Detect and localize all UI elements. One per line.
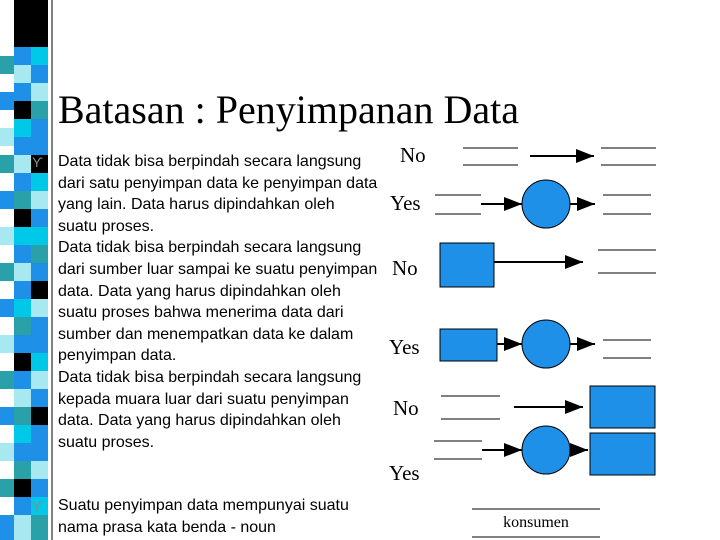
- process-circle-row4: [522, 320, 570, 368]
- label-yes-3: Yes: [389, 461, 420, 485]
- label-yes-1: Yes: [390, 191, 421, 215]
- process-circle-row2: [522, 180, 570, 228]
- bullet-paragraph: Data tidak bisa berpindah secara langsung kepada muara luar dari suatu penyimpan data. Data yang harus dipindahkan oleh suatu proses.: [58, 368, 362, 451]
- label-no-2: No: [392, 256, 418, 280]
- external-entity-row6: [590, 433, 655, 475]
- label-no-1: No: [400, 143, 426, 167]
- label-no-3: No: [393, 396, 419, 420]
- data-store-target-row3: [598, 250, 656, 273]
- data-store-source-row2: [435, 195, 481, 214]
- bullet-paragraph: Suatu penyimpan data mempunyai suatu nama prasa kata benda - noun: [58, 497, 349, 536]
- bullet-marker-icon: ϒ: [32, 154, 43, 170]
- data-store-target-row2: [603, 195, 651, 214]
- slide-title: Batasan : Penyimpanan Data: [58, 87, 519, 132]
- bullet-marker-icon: ϒ: [32, 498, 43, 514]
- data-store-target-row1: [601, 148, 656, 165]
- consumer-label: konsumen: [503, 514, 569, 531]
- bullet-paragraph: Data tidak bisa berpindah secara langsung dari sumber luar sampai ke suatu penyimpan data. Data yang harus dipindahkan oleh suatu proses bahwa menerima data dari sumber dan menempatkan data ke dalam penyimpan data.: [58, 239, 378, 365]
- data-store-source-row5: [441, 396, 500, 419]
- process-circle-row6: [522, 426, 570, 474]
- external-entity-row5: [590, 386, 655, 428]
- bullet-paragraph: Data tidak bisa berpindah secara langsung dari satu penyimpan data ke penyimpan data yang lain. Data harus dipindahkan oleh suatu proses.: [58, 153, 378, 235]
- external-entity-row3: [440, 243, 494, 287]
- external-entity-row4: [440, 329, 497, 361]
- data-store-source-row1: [463, 148, 518, 165]
- data-store-source-row6: [434, 441, 482, 459]
- data-store-target-row4: [603, 340, 651, 358]
- label-yes-2: Yes: [389, 335, 420, 359]
